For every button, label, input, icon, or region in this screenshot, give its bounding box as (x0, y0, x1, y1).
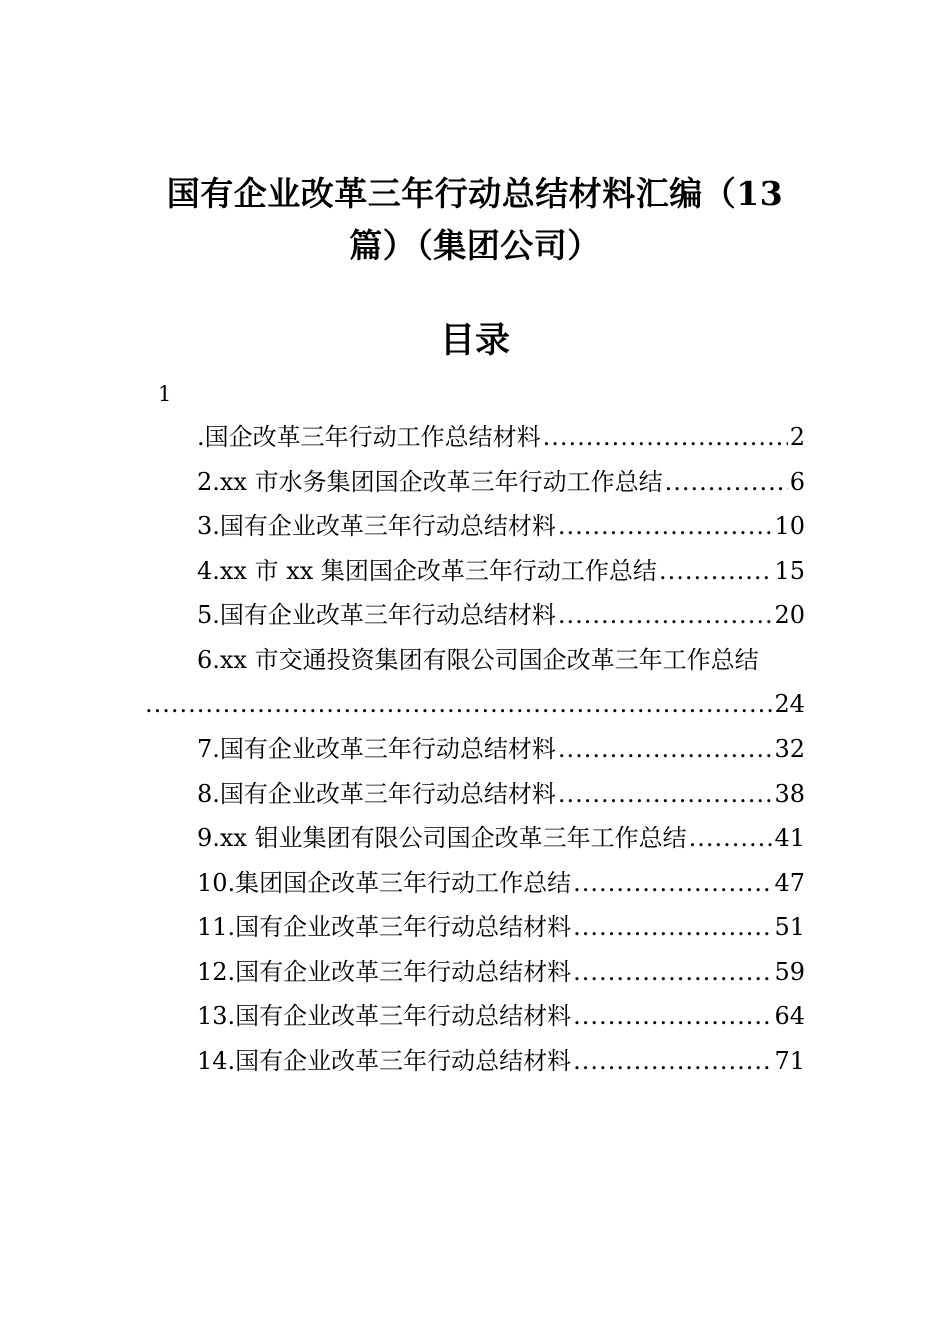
document-title-line-1: 国有企业改革三年行动总结材料汇编（13 (166, 174, 784, 213)
toc-entry-2[interactable] (197, 465, 805, 499)
toc-heading: 目录 (439, 320, 510, 361)
toc-leader-dots (558, 598, 773, 632)
toc-entry-6[interactable] (197, 643, 805, 677)
toc-entry-page: 64 (774, 1002, 805, 1030)
toc-entry-14[interactable] (197, 1044, 805, 1078)
toc-entry-title: 2.xx 市水务集团国企改革三年行动工作总结 (197, 468, 663, 496)
toc-entry-3[interactable] (197, 509, 805, 543)
toc-leader-dots (558, 509, 773, 543)
toc-entry-12[interactable] (197, 955, 805, 989)
toc-entry-6-continuation[interactable] (145, 687, 805, 721)
toc-leader-dots (665, 465, 788, 499)
toc-entry-page: 2 (789, 423, 805, 451)
toc-entry-title: 10.集团国企改革三年行动工作总结 (197, 869, 572, 897)
toc-entry-title: 14.国有企业改革三年行动总结材料 (197, 1047, 572, 1075)
toc-entry-title: 6.xx 市交通投资集团有限公司国企改革三年工作总结 (197, 646, 759, 674)
toc-entry-page: 59 (774, 958, 805, 986)
toc-entry-title: 5.国有企业改革三年行动总结材料 (197, 601, 556, 629)
toc-entry-page: 51 (774, 913, 805, 941)
document-title-line-2: 篇）（集团公司） (349, 226, 601, 265)
toc-entry-8[interactable] (197, 777, 805, 811)
toc-entry-page: 6 (789, 468, 805, 496)
toc-entry-page: 10 (774, 512, 805, 540)
toc-entry-title: 11.国有企业改革三年行动总结材料 (197, 913, 572, 941)
toc-leader-dots (573, 1044, 772, 1078)
toc-entry-title: .国企改革三年行动工作总结材料 (197, 423, 541, 451)
toc-entry-page: 38 (774, 780, 805, 808)
toc-entry-13[interactable] (197, 999, 805, 1033)
toc-leader-dots (558, 732, 773, 766)
toc-entry-11[interactable] (197, 910, 805, 944)
toc-leader-dots (573, 866, 772, 900)
toc-entry-page: 24 (774, 690, 805, 718)
toc-leader-dots (558, 777, 773, 811)
toc-entry-title: 3.国有企业改革三年行动总结材料 (197, 512, 556, 540)
toc-entry-7[interactable] (197, 732, 805, 766)
toc-entry-title: 7.国有企业改革三年行动总结材料 (197, 735, 556, 763)
toc-leader-dots (689, 821, 773, 855)
toc-entry-title: 9.xx 钼业集团有限公司国企改革三年工作总结 (197, 824, 687, 852)
toc-entry-5[interactable] (197, 598, 805, 632)
toc-entry-page: 47 (774, 869, 805, 897)
toc-entry-1[interactable] (197, 420, 805, 454)
toc-leader-dots (573, 999, 772, 1033)
toc-entry-4[interactable] (197, 554, 805, 588)
toc-entry-9[interactable] (197, 821, 805, 855)
toc-entry-10[interactable] (197, 866, 805, 900)
toc-entry-page: 32 (774, 735, 805, 763)
toc-entry-page: 15 (774, 557, 805, 585)
toc-entry-title: 4.xx 市 xx 集团国企改革三年行动工作总结 (197, 557, 657, 585)
document-title (145, 168, 805, 272)
toc-entry-page: 20 (774, 601, 805, 629)
toc-leader-dots (573, 910, 772, 944)
stray-page-number: 1 (158, 382, 172, 406)
toc-entry-title: 12.国有企业改革三年行动总结材料 (197, 958, 572, 986)
toc-entry-title: 13.国有企业改革三年行动总结材料 (197, 1002, 572, 1030)
toc-leader-dots (543, 420, 788, 454)
toc-leader-dots (145, 687, 772, 721)
toc-leader-dots (659, 554, 773, 588)
toc-entry-title: 8.国有企业改革三年行动总结材料 (197, 780, 556, 808)
toc-entry-page: 41 (774, 824, 805, 852)
toc-leader-dots (573, 955, 772, 989)
toc-entry-page: 71 (774, 1047, 805, 1075)
